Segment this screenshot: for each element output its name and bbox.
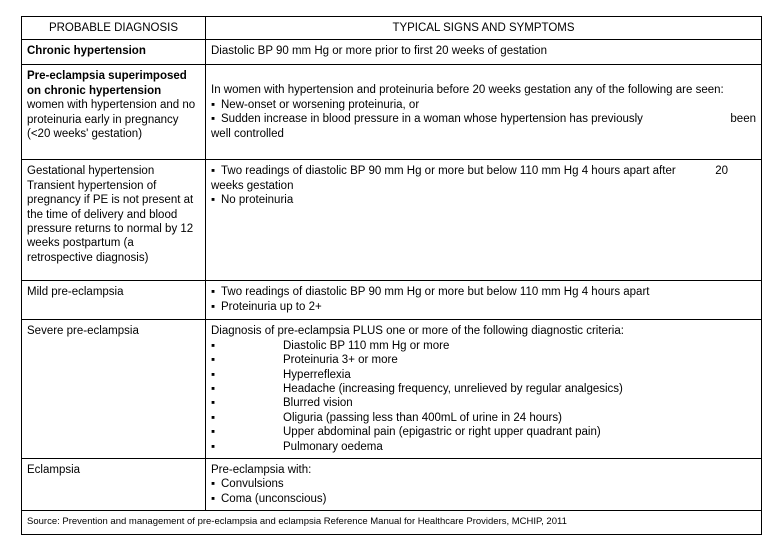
diagnosis-description: Transient hypertension of pregnancy if PE is not present at the time of delivery and blood pressure returns to normal by 12 weeks postpartum (a retrospective diagnosis) (27, 179, 194, 264)
symptom-intro: In women with hypertension and proteinuria before 20 weeks gestation any of the following are seen: (211, 84, 724, 97)
bullet-icon: ▪ (211, 411, 216, 424)
symptoms-cell (206, 160, 762, 281)
bullet-icon: ▪ (211, 397, 216, 410)
symptoms-cell (206, 40, 762, 65)
bullet-icon: ▪ (211, 440, 216, 453)
symptom-intro: Pre-eclampsia with: (211, 464, 312, 477)
bullet-icon: ▪ (211, 300, 216, 313)
diagnosis-cell (22, 320, 206, 459)
table-row (22, 65, 762, 160)
diagnosis-cell (22, 459, 206, 511)
header-row (22, 17, 762, 40)
symptom-bullet: ▪ New-onset or worsening proteinuria, or (211, 98, 420, 111)
criteria-item: ▪ Pulmonary oedema (211, 440, 383, 453)
table-row (22, 160, 762, 281)
symptom-text: Diastolic BP 90 mm Hg or more prior to first 20 weeks of gestation (211, 45, 547, 58)
symptom-intro: Diagnosis of pre-eclampsia PLUS one or more of the following diagnostic criteria: (211, 325, 624, 338)
criteria-item: ▪ Headache (increasing frequency, unrelieved by regular analgesics) (211, 383, 623, 396)
diagnosis-name: Severe pre-eclampsia (27, 325, 139, 338)
bullet-icon: ▪ (211, 478, 216, 491)
header-signs-symptoms: TYPICAL SIGNS AND SYMPTOMS (206, 17, 762, 40)
diagnosis-name: Mild pre-eclampsia (27, 286, 124, 299)
bullet-icon: ▪ (211, 368, 216, 381)
bullet-icon: ▪ (211, 339, 216, 352)
symptom-bullet: ▪ Convulsions (211, 478, 284, 491)
diagnosis-description: women with hypertension and no proteinuria early in pregnancy (<20 weeks' gestation) (27, 99, 196, 141)
symptom-bullet: ▪ No proteinuria (211, 194, 294, 207)
bullet-icon: ▪ (211, 286, 216, 299)
table-row (22, 281, 762, 320)
bullet-icon: ▪ (211, 383, 216, 396)
bullet-icon: ▪ (211, 354, 216, 367)
table-row (22, 320, 762, 459)
diagnosis-table (21, 16, 762, 535)
bullet-icon: ▪ (211, 98, 216, 111)
bullet-icon: ▪ (211, 113, 216, 126)
bullet-icon: ▪ (211, 492, 216, 505)
symptom-bullet: ▪ Two readings of diastolic BP 90 mm Hg or more but below 110 mm Hg 4 hours apart after 20 (211, 165, 728, 178)
symptom-bullet: ▪ Proteinuria up to 2+ (211, 300, 322, 313)
table-row (22, 40, 762, 65)
table-row (22, 459, 762, 511)
bullet-icon: ▪ (211, 194, 216, 207)
symptoms-cell (206, 459, 762, 511)
source-note: Source: Prevention and management of pre-eclampsia and eclampsia Reference Manual for Healthcare Providers, MCHIP, 2011 (22, 511, 762, 534)
symptom-bullet: ▪ Sudden increase in blood pressure in a woman whose hypertension has previously been (211, 113, 756, 126)
criteria-item: ▪ Proteinuria 3+ or more (211, 354, 398, 367)
bullet-icon: ▪ (211, 165, 216, 178)
symptom-bullet: ▪ Two readings of diastolic BP 90 mm Hg or more but below 110 mm Hg 4 hours apart (211, 286, 650, 299)
criteria-item: ▪ Hyperreflexia (211, 368, 351, 381)
symptom-bullet: ▪ Coma (unconscious) (211, 492, 327, 505)
criteria-item: ▪ Oliguria (passing less than 400mL of urine in 24 hours) (211, 411, 562, 424)
symptom-text: weeks gestation (211, 179, 294, 192)
diagnosis-name: Gestational hypertension (27, 165, 155, 178)
header-probable-diagnosis: PROBABLE DIAGNOSIS (22, 17, 206, 40)
symptoms-cell (206, 320, 762, 459)
criteria-item: ▪ Blurred vision (211, 397, 353, 410)
symptom-text: well controlled (211, 127, 284, 140)
criteria-item: ▪ Diastolic BP 110 mm Hg or more (211, 339, 450, 352)
source-row (22, 511, 762, 534)
diagnosis-cell (22, 160, 206, 281)
diagnosis-cell (22, 40, 206, 65)
bullet-icon: ▪ (211, 426, 216, 439)
diagnosis-name: Eclampsia (27, 464, 81, 477)
diagnosis-cell (22, 65, 206, 160)
diagnosis-name: Chronic hypertension (27, 45, 146, 58)
criteria-item: ▪ Upper abdominal pain (epigastric or right upper quadrant pain) (211, 426, 601, 439)
symptoms-cell (206, 281, 762, 320)
diagnosis-name: Pre-eclampsia superimposed on chronic hypertension (27, 70, 187, 97)
symptoms-cell (206, 65, 762, 160)
diagnosis-cell (22, 281, 206, 320)
